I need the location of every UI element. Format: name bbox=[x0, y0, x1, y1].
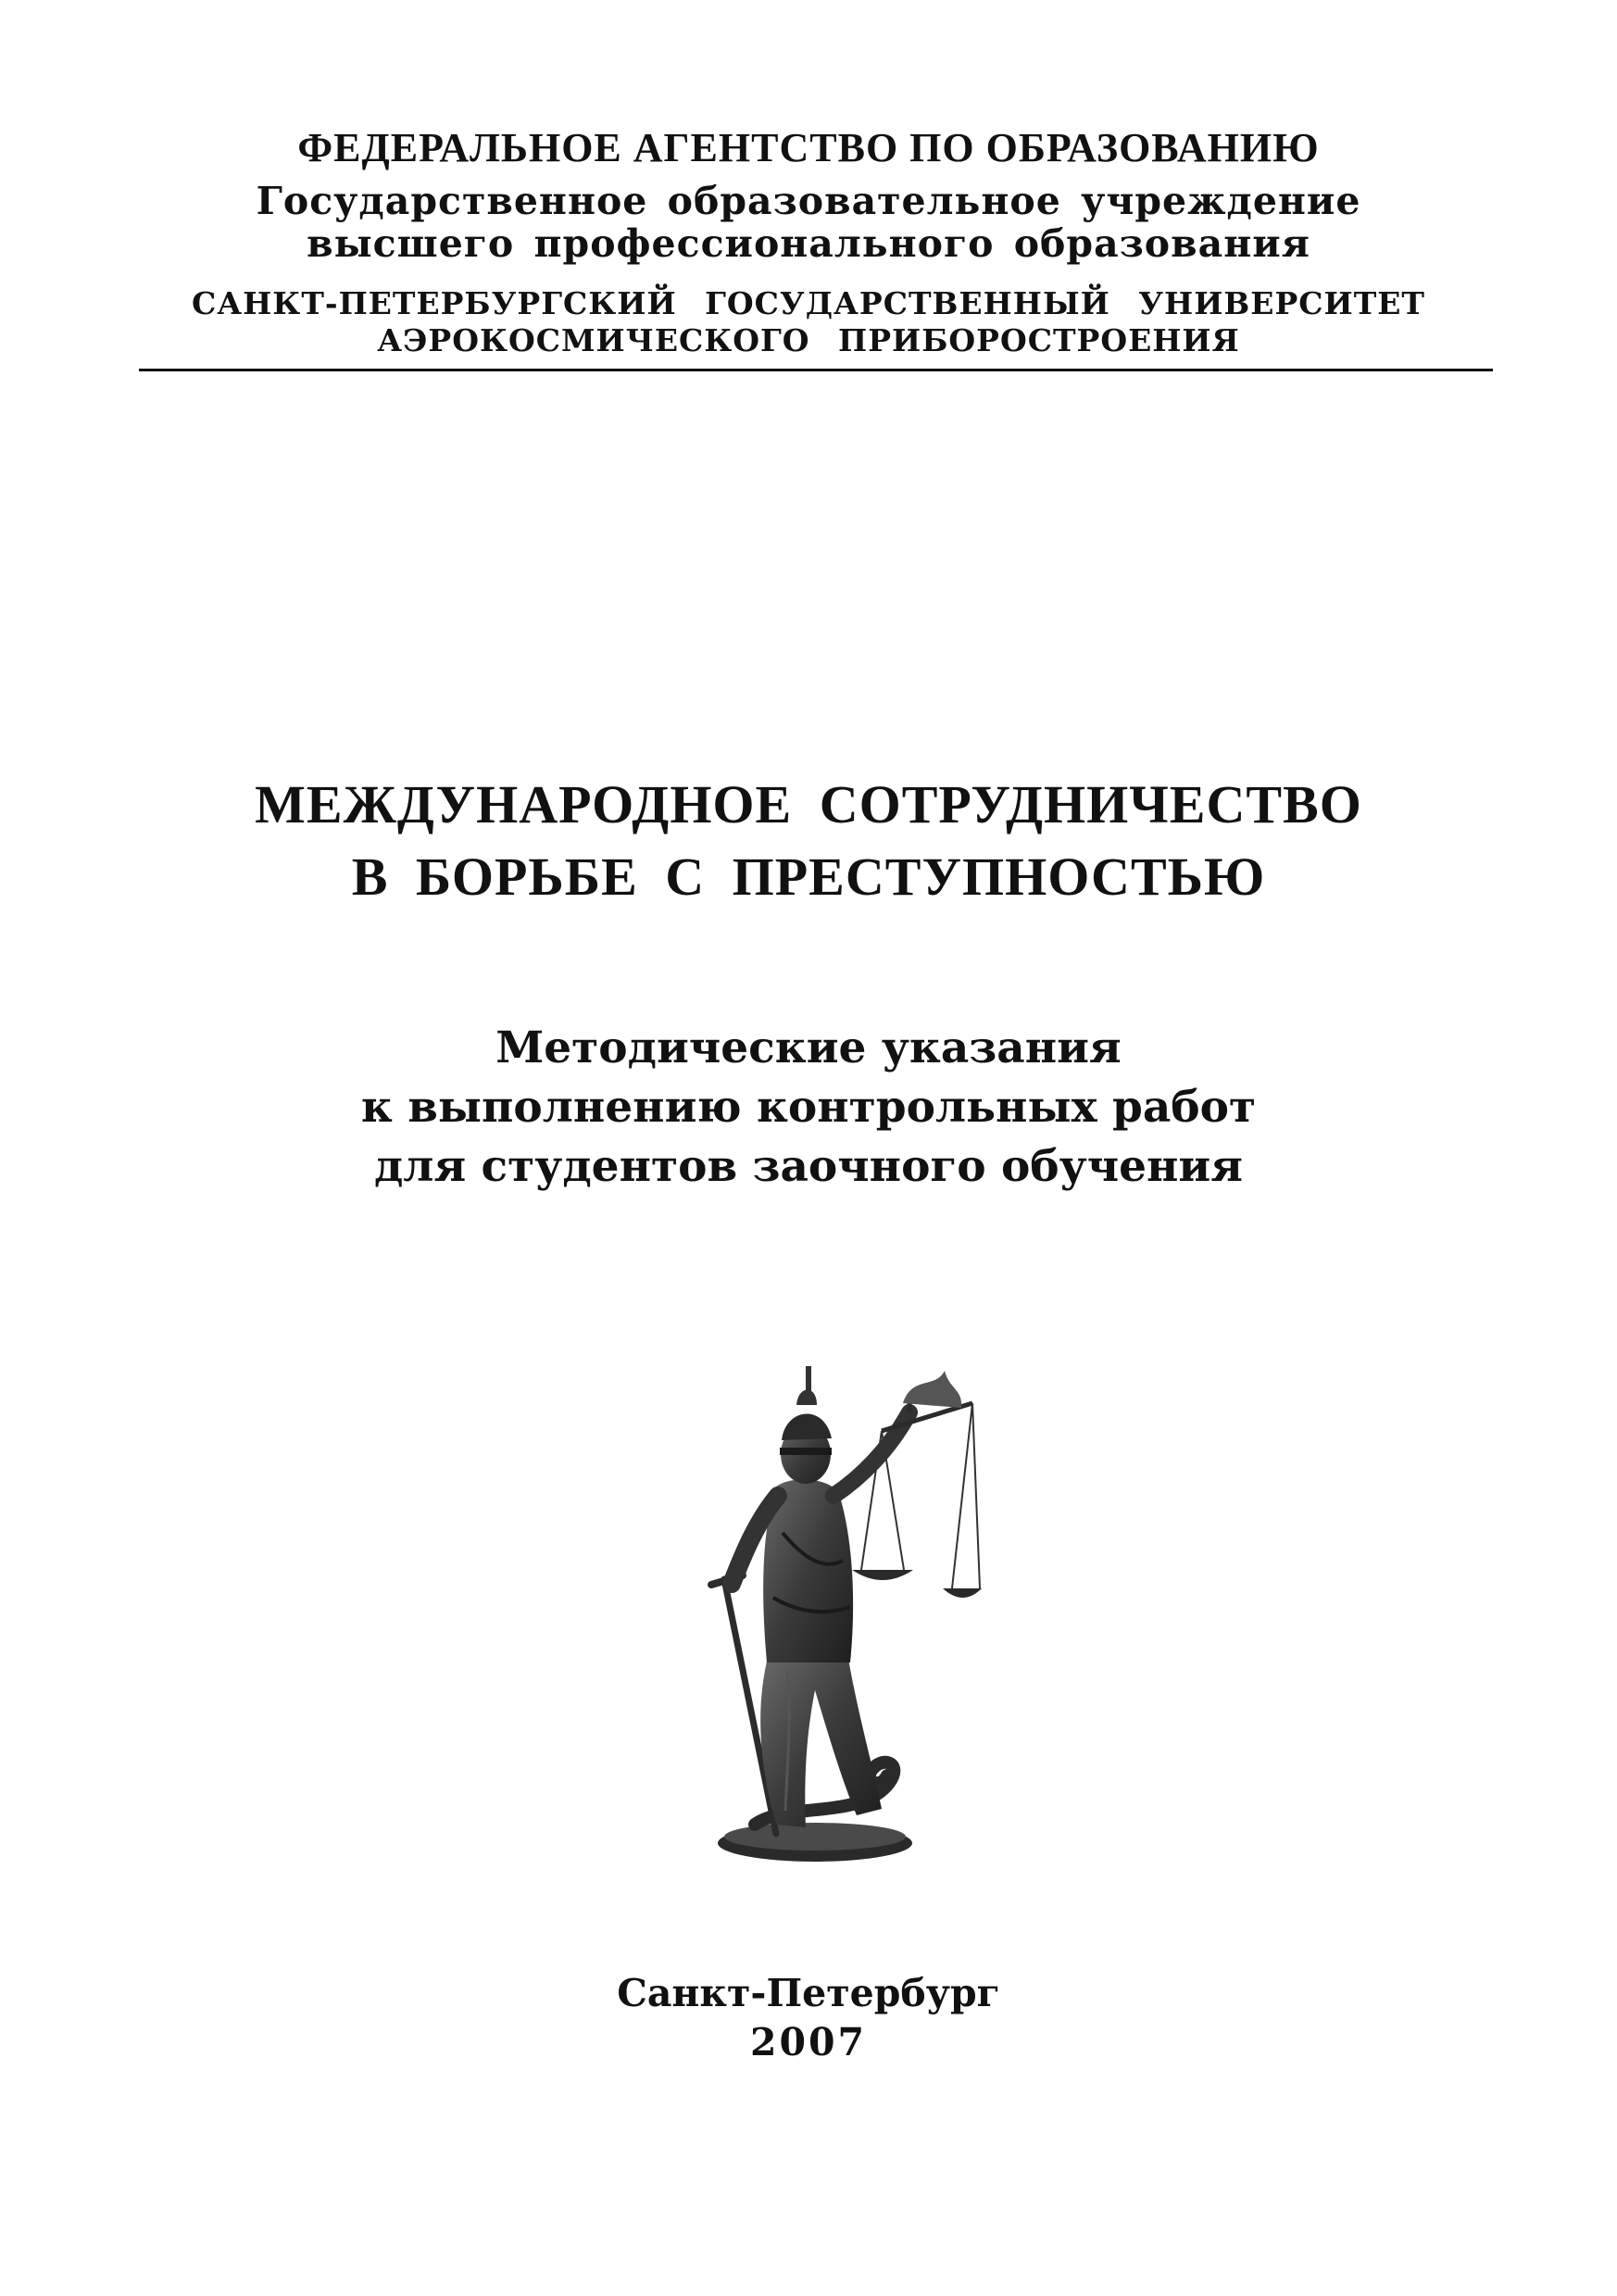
header-divider bbox=[139, 369, 1493, 371]
document-title-line2: В БОРЬБЕ С ПРЕСТУПНОСТЬЮ bbox=[351, 847, 1266, 907]
publication-city: Санкт-Петербург bbox=[617, 1971, 1000, 2015]
institution-type-line1: Государственное образовательное учреждение bbox=[256, 179, 1361, 223]
document-subtitle-line2: к выполнению контрольных работ bbox=[360, 1082, 1257, 1133]
lady-justice-statue-icon bbox=[667, 1301, 982, 1866]
institution-type-line2: высшего профессионального образования bbox=[307, 221, 1310, 266]
agency-name: ФЕДЕРАЛЬНОЕ АГЕНТСТВО ПО ОБРАЗОВАНИЮ bbox=[297, 125, 1320, 170]
university-name-line1: САНКТ-ПЕТЕРБУРГСКИЙ ГОСУДАРСТВЕННЫЙ УНИВЕРСИТЕТ bbox=[191, 285, 1425, 321]
document-subtitle-line3: для студентов заочного обучения bbox=[373, 1141, 1244, 1192]
document-subtitle-line1: Методические указания bbox=[495, 1023, 1122, 1073]
document-title-line1: МЕЖДУНАРОДНОЕ СОТРУДНИЧЕСТВО bbox=[255, 774, 1362, 834]
publication-year: 2007 bbox=[749, 2020, 868, 2064]
university-name-line2: АЭРОКОСМИЧЕСКОГО ПРИБОРОСТРОЕНИЯ bbox=[377, 322, 1240, 358]
